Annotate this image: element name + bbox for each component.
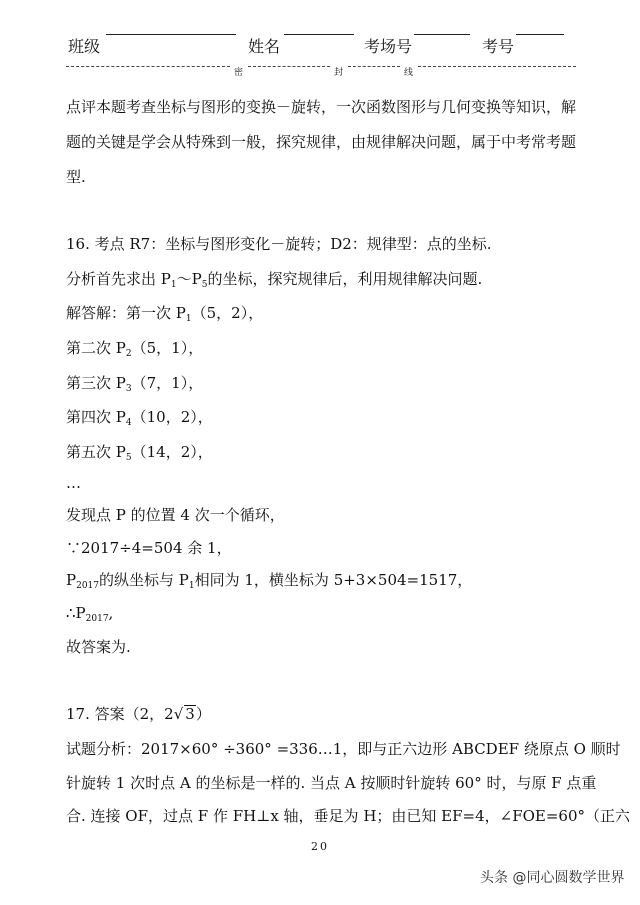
- therefore-line: [66, 602, 113, 624]
- seal-mi: 密: [234, 68, 244, 78]
- q17-analysis-line-1: 试题分析：2017×60° ÷360° =336…1，即与正六边形 ABCDEF 绕原点 O 顺时: [66, 740, 621, 758]
- q16-topic: 16. 考点 R7：坐标与图形变化－旋转；D2：规律型：点的坐标.: [66, 235, 492, 253]
- class-label: 班级: [68, 37, 101, 56]
- text: （5，2），: [191, 304, 264, 322]
- text: （7，1），: [131, 374, 204, 392]
- sqrt-radicand: 3: [185, 705, 195, 723]
- class-blank: [106, 34, 236, 35]
- comment-line-2: 题的关键是学会从特殊到一般，探究规律，由规律解决问题，属于中考常考题: [66, 133, 577, 151]
- q16-analysis: [66, 268, 482, 290]
- subscript: 5: [201, 280, 208, 290]
- sqrt-symbol: √: [173, 705, 184, 723]
- seal-dash: [418, 66, 576, 67]
- answer-line: 故答案为.: [66, 638, 131, 656]
- text: （10，2），: [131, 408, 213, 426]
- ellipsis: …: [66, 474, 81, 492]
- subscript: 2017: [85, 614, 109, 624]
- subscript: 1: [188, 581, 195, 591]
- text: 的坐标，探究规律后，利用规律解决问题.: [207, 270, 483, 288]
- text: 第二次 P: [66, 339, 126, 357]
- text: 的纵坐标与 P: [99, 571, 189, 589]
- text: ）: [195, 705, 211, 723]
- seal-dash: [348, 66, 400, 67]
- seal-xian: 线: [404, 68, 414, 78]
- q17-analysis-line-2: 针旋转 1 次时点 A 的坐标是一样的. 当点 A 按顺时针旋转 60° 时，与原 F 点重: [66, 774, 597, 792]
- subscript: 5: [125, 453, 132, 463]
- q16-step-4: [66, 406, 213, 428]
- subscript: 2017: [76, 581, 99, 591]
- seal-line: [66, 66, 578, 80]
- text: 第四次 P: [66, 408, 126, 426]
- text: （5，1），: [131, 339, 204, 357]
- exam-room-label: 考场号: [364, 37, 413, 56]
- text: P: [66, 571, 77, 589]
- text: ,: [108, 604, 114, 622]
- comment-line-3: 型.: [66, 168, 86, 186]
- text: 相同为 1，横坐标为 5+3×504=1517，: [194, 571, 473, 589]
- q16-step-1: [66, 302, 263, 324]
- seal-dash: [66, 66, 230, 67]
- text: ∴P: [66, 604, 86, 622]
- text: （14，2），: [131, 443, 213, 461]
- exam-number-blank: [516, 34, 564, 35]
- exam-header: [64, 34, 584, 58]
- watermark: 头条 @同心圆数学世界: [480, 870, 625, 886]
- subscript: 3: [125, 384, 132, 394]
- text: 17. 答案（2，2: [66, 705, 174, 723]
- name-blank: [284, 34, 354, 35]
- text: ～P: [176, 270, 202, 288]
- name-label: 姓名: [248, 37, 281, 56]
- q16-step-3: [66, 372, 203, 394]
- subscript: 1: [170, 280, 177, 290]
- exam-room-blank: [414, 34, 470, 35]
- q16-step-5: [66, 441, 213, 463]
- q16-step-2: [66, 337, 203, 359]
- subscript: 2: [125, 349, 132, 359]
- because-line: ∵2017÷4=504 余 1，: [66, 539, 232, 557]
- seal-dash: [248, 66, 330, 67]
- text: 解答解：第一次 P: [66, 304, 186, 322]
- comment-line-1: 点评本题考查坐标与图形的变换－旋转，一次函数图形与几何变换等知识，解: [66, 98, 577, 116]
- cycle-line: 发现点 P 的位置 4 次一个循环，: [66, 506, 285, 524]
- text: 第五次 P: [66, 443, 126, 461]
- subscript: 1: [185, 314, 192, 324]
- q17-answer: [66, 703, 211, 725]
- seal-feng: 封: [334, 68, 344, 78]
- q17-analysis-line-3: 合. 连接 OF，过点 F 作 FH⊥x 轴，垂足为 H；由已知 EF=4，∠FOE=60°（正六: [66, 807, 631, 825]
- page-number: 20: [311, 840, 329, 853]
- text: 分析首先求出 P: [66, 270, 171, 288]
- text: 第三次 P: [66, 374, 126, 392]
- subscript: 4: [125, 418, 132, 428]
- exam-number-label: 考号: [482, 37, 515, 56]
- p2017-line: [66, 569, 472, 591]
